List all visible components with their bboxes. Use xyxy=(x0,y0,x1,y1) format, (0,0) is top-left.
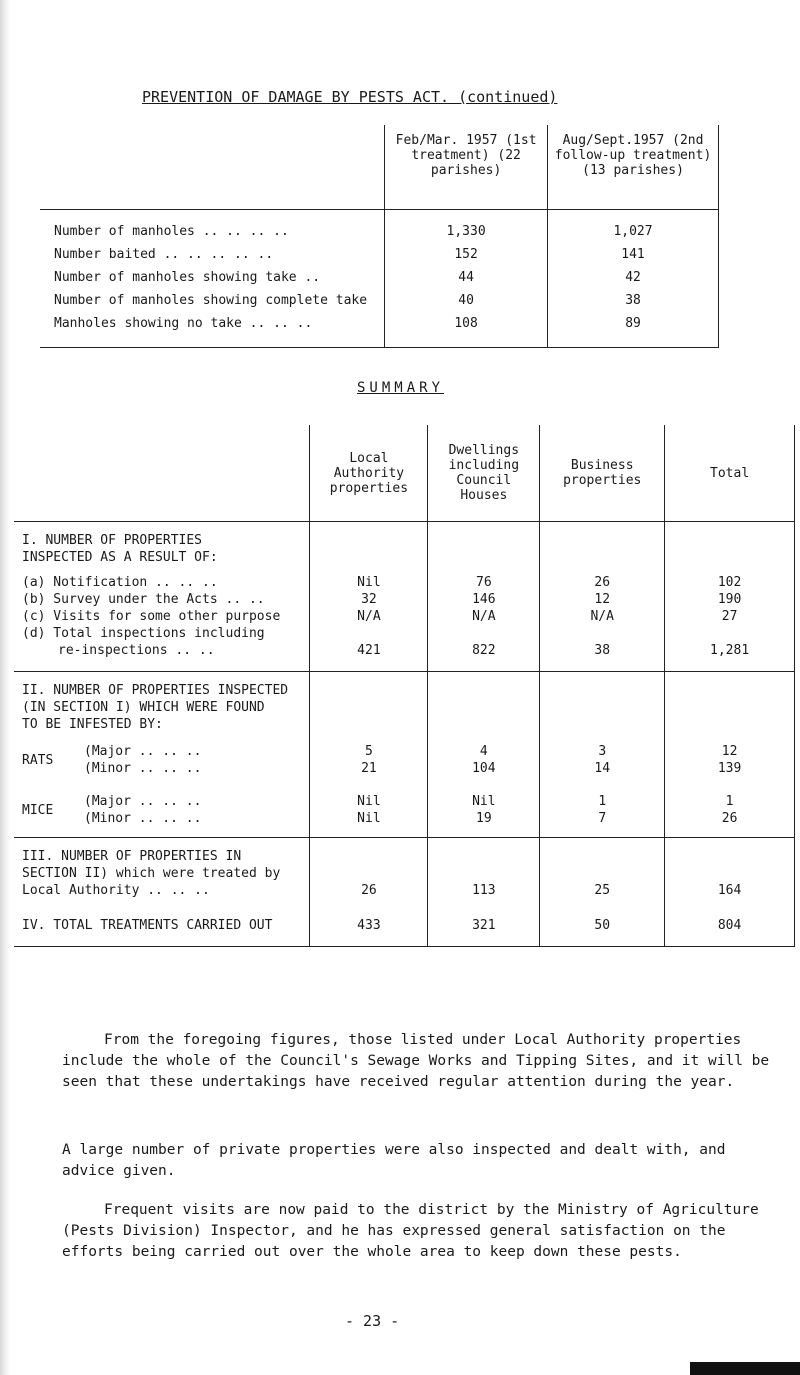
business-value xyxy=(544,625,660,642)
row-label: Number of manholes showing take .. xyxy=(40,270,385,293)
aug-sept-value: 42 xyxy=(548,270,719,293)
local-authority-value: Nil xyxy=(357,794,381,809)
local-authority-value: 433 xyxy=(357,918,381,933)
table-row xyxy=(40,293,719,316)
business-value: 38 xyxy=(594,643,611,658)
total-value: 27 xyxy=(721,609,738,624)
total-value: 1,281 xyxy=(710,643,750,658)
treatment-header-blank xyxy=(40,125,385,210)
summary-section-2 xyxy=(14,672,795,838)
dwellings-value: 822 xyxy=(472,643,496,658)
scan-edge-bar xyxy=(690,1362,800,1375)
business-value: 26 xyxy=(594,575,611,590)
total-value: 1 xyxy=(725,794,734,809)
local-authority-value: 26 xyxy=(361,883,377,898)
dwellings-value: 146 xyxy=(472,592,496,607)
dwellings-value: 19 xyxy=(476,811,492,826)
page-edge-shadow xyxy=(0,0,10,1375)
treatment-header-aug-sept: Aug/Sept.1957 (2nd follow-up treatment) (13 parishes) xyxy=(548,125,719,210)
total-value: 190 xyxy=(717,592,742,607)
summary-table-header xyxy=(14,425,795,522)
summary-section-4 xyxy=(14,903,795,947)
list-item: (b) Survey under the Acts .. .. xyxy=(22,592,265,607)
dwellings-value: Nil xyxy=(472,794,496,809)
table-row xyxy=(40,247,719,270)
summary-title: SUMMARY xyxy=(357,380,445,396)
rats-major-label: (Major .. .. .. xyxy=(84,744,202,759)
row-label: Number of manholes .. .. .. .. xyxy=(40,210,385,248)
dwellings-value: 104 xyxy=(472,761,496,776)
aug-sept-value: 89 xyxy=(548,316,719,348)
business-value: 12 xyxy=(594,592,611,607)
paragraph-ministry-visits: Frequent visits are now paid to the district by the Ministry of Agriculture (Pests Division) Inspector, and he has expressed general satisfaction on the efforts being carried out over the whole area to keep down these pests. xyxy=(62,1202,759,1260)
local-authority-value xyxy=(314,625,423,642)
local-authority-value: N/A xyxy=(357,609,381,624)
business-value: 50 xyxy=(594,918,611,933)
business-value: 7 xyxy=(598,811,607,826)
business-value: N/A xyxy=(590,609,614,624)
local-authority-value: Nil xyxy=(357,811,381,826)
dwellings-value xyxy=(432,625,535,642)
list-item: (d) Total inspections including xyxy=(22,626,265,641)
summary-header-business: Business properties xyxy=(540,425,665,522)
dwellings-value: 76 xyxy=(476,575,492,590)
total-value: 139 xyxy=(717,761,742,776)
aug-sept-value: 38 xyxy=(548,293,719,316)
list-item: re-inspections .. .. xyxy=(58,643,215,658)
dwellings-value: 321 xyxy=(472,918,496,933)
dwellings-value: 113 xyxy=(472,883,496,898)
summary-table xyxy=(14,425,795,947)
list-item: (a) Notification .. .. .. xyxy=(22,575,218,590)
list-item: (c) Visits for some other purpose xyxy=(22,609,281,624)
rats-label: RATS xyxy=(22,752,54,768)
section-2-title: TO BE INFESTED BY: xyxy=(22,717,163,732)
mice-minor-label: (Minor .. .. .. xyxy=(84,811,202,826)
local-authority-value: Nil xyxy=(357,575,381,590)
business-value: 3 xyxy=(598,744,607,759)
aug-sept-value: 141 xyxy=(548,247,719,270)
feb-mar-value: 1,330 xyxy=(385,210,548,248)
business-value: 14 xyxy=(594,761,611,776)
section-3-title: III. NUMBER OF PROPERTIES IN xyxy=(22,849,242,864)
total-value: 26 xyxy=(721,811,738,826)
feb-mar-value: 108 xyxy=(385,316,548,348)
section-4-title: IV. TOTAL TREATMENTS CARRIED OUT xyxy=(22,918,273,933)
total-value xyxy=(669,625,790,642)
summary-section-1 xyxy=(14,522,795,672)
mice-major-label: (Major .. .. .. xyxy=(84,794,202,809)
section-1-title: INSPECTED AS A RESULT OF: xyxy=(22,550,218,565)
total-value: 164 xyxy=(717,883,742,898)
rats-minor-label: (Minor .. .. .. xyxy=(84,761,202,776)
table-row xyxy=(40,270,719,293)
treatment-table xyxy=(40,125,719,348)
feb-mar-value: 44 xyxy=(385,270,548,293)
summary-header-blank xyxy=(14,425,310,522)
dwellings-value: N/A xyxy=(472,609,496,624)
page-heading: PREVENTION OF DAMAGE BY PESTS ACT. (continued) xyxy=(142,88,558,106)
feb-mar-value: 152 xyxy=(385,247,548,270)
table-row xyxy=(40,316,719,348)
page-number: - 23 - xyxy=(345,1312,400,1330)
aug-sept-value: 1,027 xyxy=(548,210,719,248)
dwellings-value: 4 xyxy=(479,744,488,759)
total-value: 102 xyxy=(717,575,742,590)
local-authority-value: 32 xyxy=(361,592,377,607)
business-value: 25 xyxy=(594,883,611,898)
paragraph-local-authority: From the foregoing figures, those listed under Local Authority properties include the whole of the Council's Sewage Works and Tipping Sites, and it will be seen that these undertakings have received regular attention during the year. xyxy=(62,1032,770,1090)
section-2-title: (IN SECTION I) WHICH WERE FOUND xyxy=(22,700,265,715)
section-2-title: II. NUMBER OF PROPERTIES INSPECTED xyxy=(22,683,289,698)
row-label: Manholes showing no take .. .. .. xyxy=(40,316,385,348)
total-value: 12 xyxy=(721,744,738,759)
treatment-header-feb-mar: Feb/Mar. 1957 (1st treatment) (22 parishes) xyxy=(385,125,548,210)
local-authority-value: 21 xyxy=(361,761,377,776)
mice-label: MICE xyxy=(22,802,54,818)
summary-section-3 xyxy=(14,838,795,904)
row-label: Number of manholes showing complete take xyxy=(40,293,385,316)
local-authority-value: 421 xyxy=(357,643,381,658)
summary-header-total: Total xyxy=(665,425,795,522)
feb-mar-value: 40 xyxy=(385,293,548,316)
table-row xyxy=(40,210,719,248)
total-value: 804 xyxy=(717,918,742,933)
row-label: Number baited .. .. .. .. .. xyxy=(40,247,385,270)
section-3-title: SECTION II) which were treated by xyxy=(22,866,281,881)
local-authority-value: 5 xyxy=(365,744,373,759)
business-value: 1 xyxy=(598,794,607,809)
section-1-title: I. NUMBER OF PROPERTIES xyxy=(22,533,203,548)
summary-header-dwellings: Dwellings including Council Houses xyxy=(428,425,540,522)
section-3-title: Local Authority .. .. .. xyxy=(22,883,210,898)
treatment-table-header xyxy=(40,125,719,210)
paragraph-private-properties: A large number of private properties were also inspected and dealt with, and advice given. xyxy=(62,1142,726,1179)
summary-header-local-authority: Local Authority properties xyxy=(310,425,428,522)
